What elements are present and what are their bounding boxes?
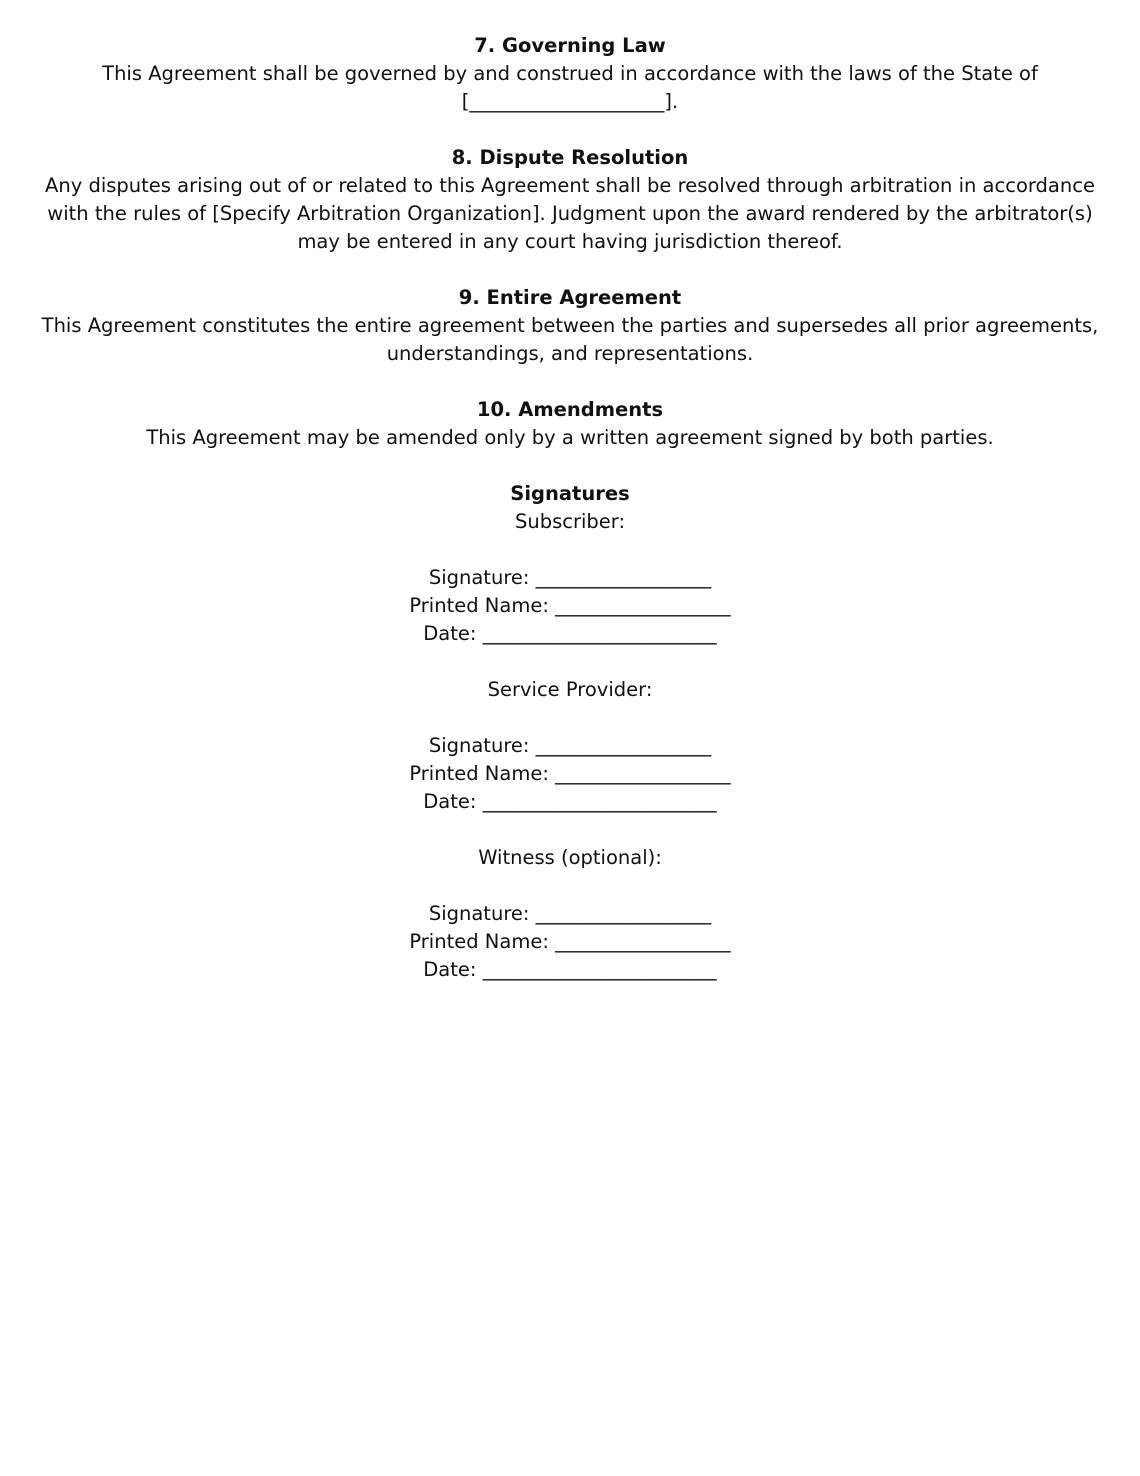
spacer bbox=[0, 256, 1140, 284]
printed-name-field: Printed Name: __________________ bbox=[409, 930, 731, 953]
signature-field: Signature: __________________ bbox=[428, 902, 712, 925]
spacer bbox=[0, 872, 1140, 900]
spacer bbox=[0, 116, 1140, 144]
signatures-heading: Signatures bbox=[510, 482, 630, 505]
signatures-section bbox=[0, 480, 1140, 984]
signature-field: Signature: __________________ bbox=[428, 566, 712, 589]
section-heading: 7. Governing Law bbox=[474, 34, 666, 57]
section-heading: 8. Dispute Resolution bbox=[451, 146, 689, 169]
spacer bbox=[0, 704, 1140, 732]
spacer bbox=[0, 368, 1140, 396]
signature-block-witness bbox=[0, 844, 1140, 984]
section-body: This Agreement constitutes the entire agreement between the parties and supersedes all prior agreements, understandings, and representations. bbox=[41, 314, 1099, 365]
section-heading: 9. Entire Agreement bbox=[458, 286, 682, 309]
section-entire-agreement bbox=[0, 284, 1140, 368]
section-body: Any disputes arising out of or related to this Agreement shall be resolved through arbitration in accordance with the rules of [Specify Arbitration Organization]. Judgment upon the award rendered by the arbitrator(s) may be entered in any court having jurisdiction thereof. bbox=[45, 174, 1095, 253]
spacer bbox=[0, 536, 1140, 564]
signature-block-service-provider bbox=[0, 676, 1140, 816]
spacer bbox=[0, 816, 1140, 844]
section-governing-law bbox=[0, 32, 1140, 116]
section-amendments bbox=[0, 396, 1140, 452]
printed-name-field: Printed Name: __________________ bbox=[409, 762, 731, 785]
signature-field: Signature: __________________ bbox=[428, 734, 712, 757]
party-label: Subscriber: bbox=[514, 510, 626, 533]
spacer bbox=[0, 452, 1140, 480]
section-heading: 10. Amendments bbox=[476, 398, 664, 421]
party-label: Service Provider: bbox=[487, 678, 653, 701]
printed-name-field: Printed Name: __________________ bbox=[409, 594, 731, 617]
section-body: This Agreement may be amended only by a written agreement signed by both parties. bbox=[146, 426, 994, 449]
signature-block-subscriber bbox=[0, 508, 1140, 648]
section-body: This Agreement shall be governed by and construed in accordance with the laws of the State of [____________________]. bbox=[102, 62, 1038, 113]
date-field: Date: ________________________ bbox=[423, 622, 717, 645]
date-field: Date: ________________________ bbox=[423, 790, 717, 813]
section-dispute-resolution bbox=[0, 144, 1140, 256]
party-label: Witness (optional): bbox=[478, 846, 662, 869]
spacer bbox=[0, 648, 1140, 676]
date-field: Date: ________________________ bbox=[423, 958, 717, 981]
